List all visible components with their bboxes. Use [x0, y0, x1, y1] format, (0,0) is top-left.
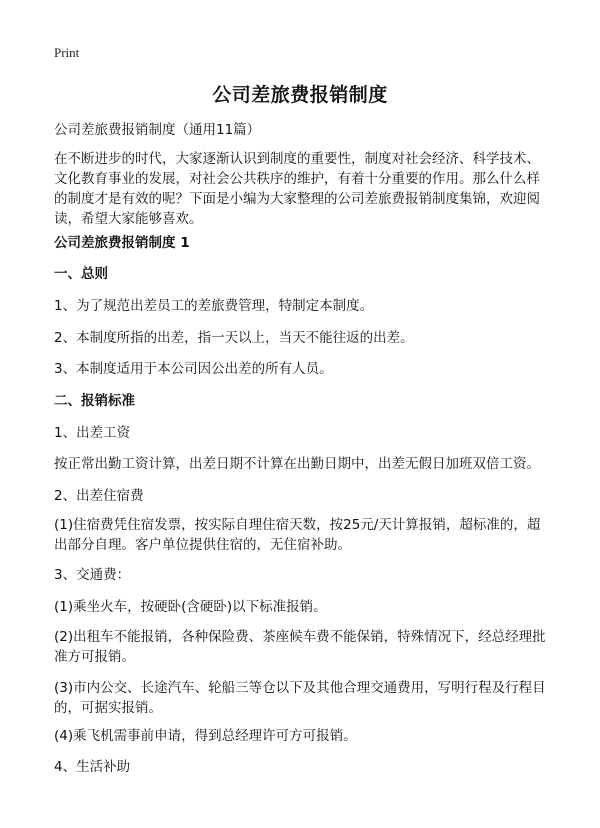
intro-paragraph: 在不断进步的时代，大家逐渐认识到制度的重要性，制度对社会经济、科学技术、文化教育事业的发展，对社会公共秩序的维护，有着十分重要的作用。那么什么样的制度才是有效的呢？下面是小编为大家整理的公司差旅费报销制度集锦，欢迎阅读，希望大家能够喜欢。	[54, 151, 540, 227]
print-link[interactable]: Print	[54, 45, 80, 60]
part1-heading: 一、总则	[54, 266, 108, 282]
lodging-text: (1)住宿费凭住宿发票，按实际自理住宿天数，按25元/天计算报销，超标准的，超出部分自理。客户单位提供住宿的，无住宿补助。	[54, 517, 541, 553]
transport-item: (4)乘飞机需事前申请，得到总经理许可方可报销。	[54, 728, 357, 744]
transport-item: (1)乘坐火车，按硬卧(含硬卧)以下标准报销。	[54, 599, 327, 615]
document-title: 公司差旅费报销制度	[212, 84, 388, 106]
part1-item: 3、本制度适用于本公司因公出差的所有人员。	[54, 361, 333, 377]
part1-item: 2、本制度所指的出差，指一天以上，当天不能往返的出差。	[54, 330, 414, 346]
part2-heading: 二、报销标准	[54, 393, 135, 409]
lodging-heading: 2、出差住宿费	[54, 488, 144, 504]
transport-item: (2)出租车不能报销，各种保险费、茶座候车费不能保销，特殊情况下，经总经理批准方可报销。	[54, 629, 546, 665]
transport-heading: 3、交通费：	[54, 567, 131, 583]
document-subtitle: 公司差旅费报销制度（通用11篇）	[54, 122, 261, 138]
transport-item: (3)市内公交、长途汽车、轮船三等仓以下及其他合理交通费用，写明行程及行程目的，可据实报销。	[54, 680, 546, 716]
wage-heading: 1、出差工资	[54, 425, 131, 441]
part1-item: 1、为了规范出差员工的差旅费管理，特制定本制度。	[54, 298, 374, 314]
wage-text: 按正常出勤工资计算，出差日期不计算在出勤日期中，出差无假日加班双倍工资。	[54, 456, 540, 472]
section-title: 公司差旅费报销制度 1	[54, 235, 190, 251]
living-heading: 4、生活补助	[54, 759, 131, 775]
